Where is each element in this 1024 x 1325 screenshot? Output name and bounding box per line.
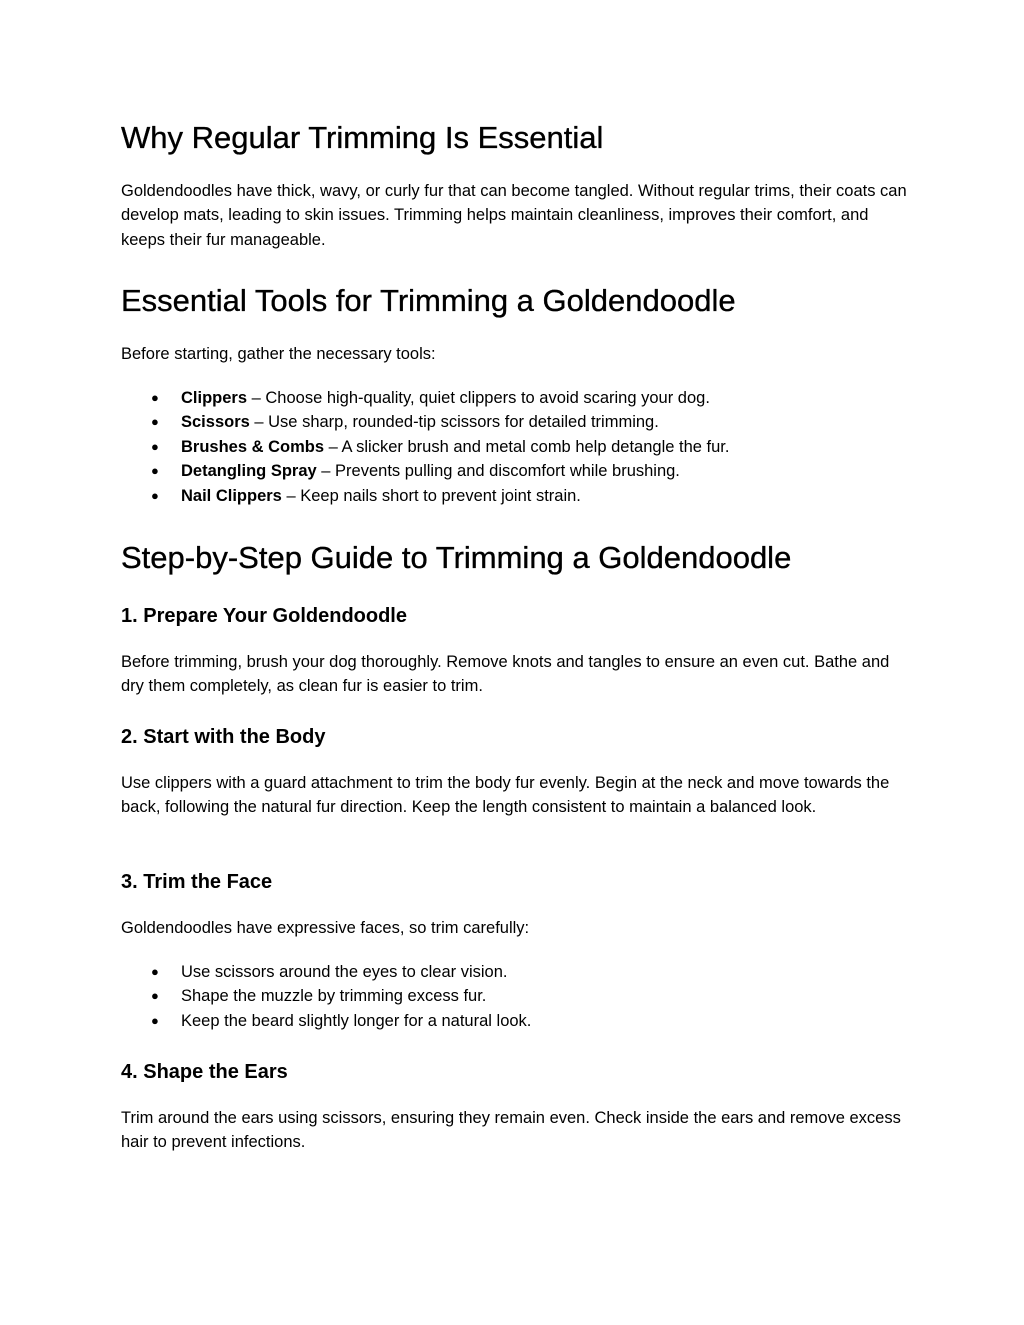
heading-step-guide: Step-by-Step Guide to Trimming a Goldendoodle [121, 540, 792, 575]
bullet-icon: ● [151, 964, 159, 979]
tool-desc: – A slicker brush and metal comb help detangle the fur. [324, 437, 730, 456]
tool-name: Nail Clippers [181, 486, 282, 505]
tool-desc: – Prevents pulling and discomfort while brushing. [316, 462, 680, 481]
step-body-face: Goldendoodles have expressive faces, so trim carefully: [121, 919, 530, 937]
list-item [121, 960, 911, 984]
tools-list [121, 386, 911, 508]
step-body-ears: Trim around the ears using scissors, ensuring they remain even. Check inside the ears and remove excess hair to prevent infections. [121, 1109, 901, 1152]
bullet-icon: ● [151, 438, 159, 454]
tool-name: Brushes & Combs [181, 437, 325, 456]
tool-name: Scissors [181, 413, 250, 432]
face-tip: Shape the muzzle by trimming excess fur. [181, 987, 487, 1006]
paragraph-why-trimming: Goldendoodles have thick, wavy, or curly fur that can become tangled. Without regular trims, their coats can develop mats, leading to skin issues. Trimming helps maintain cleanliness, improves their comfort, and keeps their fur manageable. [121, 182, 907, 249]
tool-name: Detangling Spray [181, 462, 317, 481]
list-item [121, 435, 911, 459]
list-item [121, 386, 911, 410]
tool-desc: – Use sharp, rounded-tip scissors for detailed trimming. [249, 413, 659, 432]
paragraph-tools-intro: Before starting, gather the necessary tools: [121, 345, 436, 363]
list-item [121, 410, 911, 434]
step-title-prepare: 1. Prepare Your Goldendoodle [121, 605, 407, 627]
heading-why-trimming: Why Regular Trimming Is Essential [121, 120, 604, 155]
tool-name: Clippers [181, 389, 248, 407]
tool-desc: – Choose high-quality, quiet clippers to avoid scaring your dog. [247, 389, 710, 407]
step-title-ears: 4. Shape the Ears [121, 1061, 288, 1083]
face-tip: Keep the beard slightly longer for a natural look. [181, 1011, 532, 1030]
bullet-icon: ● [151, 414, 159, 430]
heading-essential-tools: Essential Tools for Trimming a Goldendoodle [121, 283, 736, 318]
list-item [121, 484, 911, 508]
bullet-icon: ● [151, 463, 159, 479]
face-tip: Use scissors around the eyes to clear vision. [181, 963, 508, 981]
list-item [121, 984, 911, 1008]
tool-desc: – Keep nails short to prevent joint strain. [281, 486, 581, 505]
step-title-face: 3. Trim the Face [121, 871, 273, 893]
list-item [121, 459, 911, 483]
list-item [121, 1009, 911, 1033]
step-body-prepare: Before trimming, brush your dog thoroughly. Remove knots and tangles to ensure an even cut. Bathe and dry them completely, as clean fur is easier to trim. [121, 653, 890, 696]
bullet-icon: ● [151, 487, 159, 503]
bullet-icon: ● [151, 1012, 159, 1028]
bullet-icon: ● [151, 390, 159, 405]
step-body-body: Use clippers with a guard attachment to trim the body fur evenly. Begin at the neck and move towards the back, following the natural fur direction. Keep the length consistent to maintain a balanced look. [121, 774, 890, 817]
face-tips-list [121, 960, 911, 1033]
bullet-icon: ● [151, 988, 159, 1004]
step-title-body: 2. Start with the Body [121, 726, 326, 748]
